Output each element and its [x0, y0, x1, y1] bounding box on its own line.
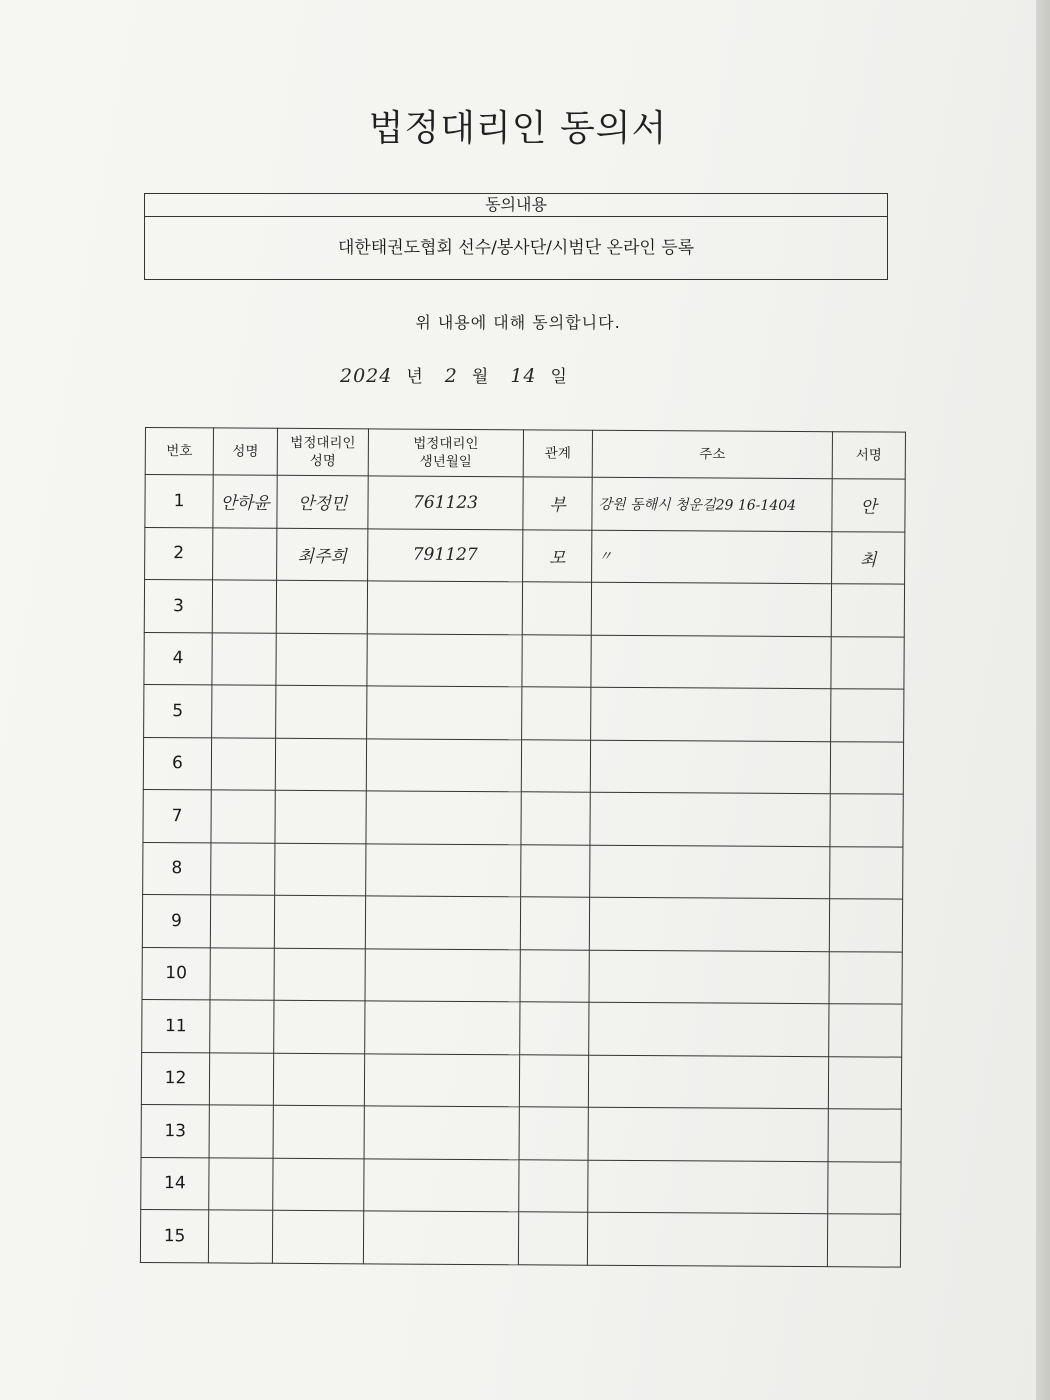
row-guardian-name [273, 1105, 364, 1158]
header-signature: 서명 [832, 432, 905, 479]
header-guardian-name [277, 428, 368, 476]
row-guardian-name [275, 738, 366, 791]
row-address [591, 635, 831, 689]
header-guardian-name-line1: 법정대리인 [290, 434, 356, 452]
row-guardian-birth: 791127 [368, 528, 523, 581]
date-line [340, 362, 589, 387]
header-address: 주소 [592, 430, 832, 478]
row-address [590, 845, 830, 899]
row-number: 10 [142, 947, 210, 1000]
row-guardian-name [274, 1000, 365, 1053]
row-relation [521, 739, 590, 792]
row-guardian-birth [364, 1158, 519, 1211]
row-guardian-birth [365, 896, 520, 949]
guardian-table [140, 427, 906, 1267]
row-guardian-birth [367, 633, 522, 686]
row-signature [831, 584, 904, 637]
row-signature [829, 1004, 902, 1057]
table-row [142, 894, 902, 951]
row-relation [518, 1212, 587, 1265]
row-name [211, 737, 275, 790]
table-row [141, 1157, 901, 1214]
header-guardian-birth-line2: 생년월일 [419, 453, 472, 470]
row-address [588, 1160, 828, 1214]
row-number: 14 [141, 1157, 209, 1210]
table-row [145, 475, 905, 532]
row-guardian-name [276, 685, 367, 738]
row-guardian-name [274, 895, 365, 948]
consent-body: 대한태권도협회 선수/봉사단/시범단 온라인 등록 [337, 238, 695, 258]
row-signature [831, 689, 904, 742]
row-guardian-name [272, 1210, 363, 1263]
row-relation [520, 897, 589, 950]
row-signature: 최 [832, 531, 905, 584]
table-row [141, 1104, 901, 1161]
row-number: 4 [144, 632, 212, 685]
header-guardian-name-line2: 성명 [309, 453, 336, 470]
row-number: 1 [145, 475, 213, 528]
row-address [589, 1002, 829, 1056]
table-row [142, 999, 902, 1056]
row-signature [829, 951, 902, 1004]
row-address: 강원 동해시 청운길29 16-1404 [592, 477, 832, 531]
row-name [210, 895, 274, 948]
row-name [209, 1052, 273, 1105]
row-signature [828, 1056, 901, 1109]
row-address [588, 1055, 828, 1109]
date-year-unit: 년 [406, 367, 423, 387]
header-relation: 관계 [523, 430, 592, 477]
row-signature [829, 899, 902, 952]
date-month: 2 [444, 365, 458, 387]
row-name [210, 1000, 274, 1053]
row-address: 〃 [592, 530, 832, 584]
row-number: 5 [144, 684, 212, 737]
row-address [590, 792, 830, 846]
table-row [145, 527, 905, 584]
table-row [144, 684, 904, 741]
row-number: 15 [140, 1209, 208, 1262]
row-guardian-name [273, 1053, 364, 1106]
row-guardian-name [274, 948, 365, 1001]
row-name [210, 947, 274, 1000]
row-guardian-name [276, 633, 367, 686]
row-signature [830, 741, 903, 794]
date-month-unit: 월 [471, 367, 489, 387]
row-signature [831, 636, 904, 689]
row-relation: 부 [523, 477, 592, 530]
table-row [140, 1209, 900, 1266]
row-address [589, 897, 829, 951]
table-row [142, 947, 902, 1004]
row-address [591, 687, 831, 741]
row-number: 3 [144, 580, 212, 633]
row-name [213, 527, 277, 580]
row-address [588, 1107, 828, 1161]
row-address [591, 582, 831, 636]
row-guardian-birth [367, 686, 522, 739]
row-signature [828, 1161, 901, 1214]
table-row [143, 737, 903, 794]
row-signature [828, 1109, 901, 1162]
row-guardian-birth [366, 738, 521, 791]
row-relation [522, 687, 591, 740]
row-number: 6 [143, 737, 211, 790]
row-guardian-birth: 761123 [368, 476, 523, 529]
row-guardian-birth [364, 1106, 519, 1159]
row-number: 11 [142, 999, 210, 1052]
consent-box [144, 193, 888, 280]
row-relation [519, 1159, 588, 1212]
row-relation [521, 844, 590, 897]
row-guardian-birth [366, 791, 521, 844]
table-row [143, 789, 903, 846]
row-address [590, 740, 830, 794]
row-guardian-birth [367, 581, 522, 634]
row-relation [519, 1107, 588, 1160]
table-row [144, 580, 904, 637]
row-name [212, 580, 276, 633]
row-signature [830, 846, 903, 899]
row-number: 12 [141, 1052, 209, 1105]
row-name [208, 1210, 272, 1263]
row-guardian-name [276, 580, 367, 633]
row-relation [519, 1054, 588, 1107]
row-guardian-name [275, 790, 366, 843]
row-name [209, 1105, 273, 1158]
row-relation [522, 582, 591, 635]
row-number: 2 [145, 527, 213, 580]
row-relation [520, 949, 589, 1002]
row-signature: 안 [832, 479, 905, 532]
table-header-row [145, 428, 905, 480]
row-signature [830, 794, 903, 847]
date-year: 2024 [340, 365, 393, 387]
row-relation [520, 1002, 589, 1055]
consent-header: 동의내용 [145, 194, 887, 217]
date-day-unit: 일 [550, 367, 567, 387]
header-name: 성명 [213, 428, 277, 475]
table-row [141, 1052, 901, 1109]
table-row [143, 842, 903, 899]
row-number: 13 [141, 1104, 209, 1157]
header-no: 번호 [145, 428, 213, 475]
row-guardian-name [273, 1158, 364, 1211]
row-guardian-birth [365, 948, 520, 1001]
row-number: 9 [142, 894, 210, 947]
row-name [211, 842, 275, 895]
row-guardian-birth [363, 1211, 518, 1264]
row-address [589, 950, 829, 1004]
table-row [144, 632, 904, 689]
row-name [211, 790, 275, 843]
header-guardian-birth [368, 429, 523, 477]
row-signature [827, 1214, 900, 1267]
row-guardian-name [275, 843, 366, 896]
row-number: 7 [143, 789, 211, 842]
row-relation [522, 634, 591, 687]
row-guardian-name: 최주희 [277, 528, 368, 581]
row-name [212, 685, 276, 738]
date-day: 14 [510, 365, 537, 387]
row-relation [521, 792, 590, 845]
row-relation: 모 [523, 529, 592, 582]
row-guardian-name: 안정민 [277, 475, 368, 528]
agreement-statement: 위 내용에 대해 동의합니다. [415, 313, 621, 332]
row-number: 8 [143, 842, 211, 895]
row-name [212, 632, 276, 685]
row-guardian-birth [364, 1053, 519, 1106]
document-title: 법정대리인 동의서 [368, 108, 668, 149]
row-guardian-birth [365, 1001, 520, 1054]
row-address [587, 1212, 827, 1266]
row-name [209, 1157, 273, 1210]
header-guardian-birth-line1: 법정대리인 [413, 435, 479, 453]
row-name: 안하윤 [213, 475, 277, 528]
table-surface-edge [1036, 0, 1050, 1400]
row-guardian-birth [366, 843, 521, 896]
